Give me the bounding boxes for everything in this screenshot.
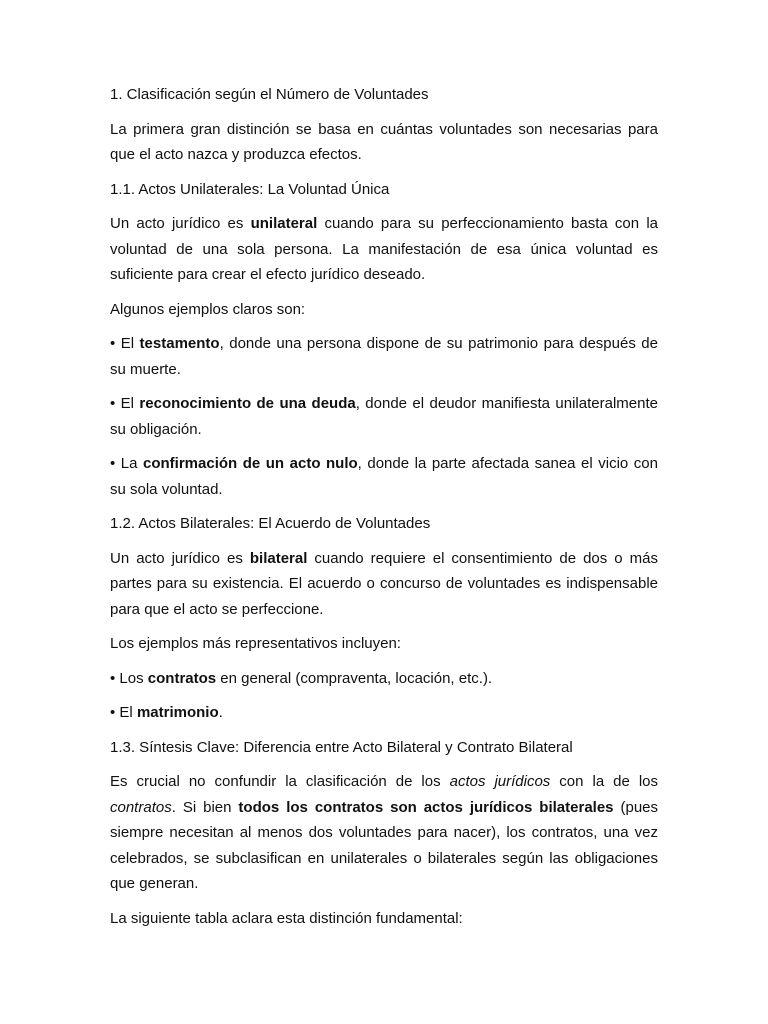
section-heading-1-2: 1.2. Actos Bilaterales: El Acuerdo de Voluntades <box>110 515 431 532</box>
bilateral-definition-paragraph <box>110 546 658 623</box>
bullet-item-reconocimiento <box>110 391 658 442</box>
bullet-term: confirmación de un acto nulo <box>143 455 358 472</box>
bullet-rest: . <box>218 704 223 721</box>
bullet-rest: , donde la parte afectada sanea el vicio con su sola voluntad. <box>110 455 658 498</box>
bullet-prefix: • El <box>110 335 140 352</box>
section-heading-1-3: 1.3. Síntesis Clave: Diferencia entre Acto Bilateral y Contrato Bilateral <box>110 738 573 756</box>
bullet-rest: , donde una persona dispone de su patrimonio para después de su muerte. <box>110 335 658 378</box>
section-heading-1-1: 1.1. Actos Unilaterales: La Voluntad Única <box>110 180 390 198</box>
bullet-prefix: • Los <box>110 669 148 687</box>
bullet-item-matrimonio <box>110 700 658 726</box>
bullet-term: matrimonio <box>136 704 219 721</box>
synthesis-text: (pues siempre necesitan al menos dos voluntades para nacer), los contratos, una vez celebrados, se subclasifican en unilaterales o bilaterales según las obligaciones que generan. <box>110 798 659 892</box>
bullet-item-testamento <box>110 331 658 382</box>
synthesis-bold-statement: todos los contratos son actos jurídicos bilaterales <box>238 798 614 816</box>
unilateral-def-before: Un acto jurídico es <box>110 215 251 232</box>
examples-intro-2: Los ejemplos más representativos incluyen: <box>110 635 401 652</box>
bullet-term: testamento <box>139 335 220 352</box>
synthesis-text: . Si bien <box>171 798 239 816</box>
synthesis-text: Es crucial no confundir la clasificación de los <box>110 773 450 790</box>
examples-intro-1: Algunos ejemplos claros son: <box>110 300 306 318</box>
unilateral-definition-paragraph <box>110 211 658 288</box>
bilateral-def-after: cuando requiere el consentimiento de dos o más partes para su existencia. El acuerdo o concurso de voluntades es indispensable para que el acto se perfeccione. <box>110 549 658 618</box>
bullet-rest: en general (compraventa, locación, etc.). <box>216 669 493 687</box>
document-page <box>110 82 658 940</box>
synthesis-italic-contratos: contratos <box>110 798 172 816</box>
bullet-prefix: • La <box>110 455 144 472</box>
bullet-term: reconocimiento de una deuda <box>139 395 356 412</box>
synthesis-paragraph <box>110 769 658 897</box>
synthesis-italic-actos: actos jurídicos <box>449 773 551 790</box>
synthesis-text: con la de los <box>550 773 659 790</box>
intro-paragraph: La primera gran distinción se basa en cuántas voluntades son necesarias para que el acto nazca y produzca efectos. <box>110 120 658 163</box>
bullet-item-contratos <box>110 666 658 692</box>
table-intro: La siguiente tabla aclara esta distinción fundamental: <box>110 909 463 927</box>
bullet-term: contratos <box>147 669 217 687</box>
bullet-rest: , donde el deudor manifiesta unilateralmente su obligación. <box>110 395 658 438</box>
bullet-prefix: • El <box>110 395 140 412</box>
unilateral-term: unilateral <box>250 215 318 232</box>
bilateral-term: bilateral <box>249 549 308 567</box>
bullet-prefix: • El <box>110 704 137 721</box>
unilateral-def-after: cuando para su perfeccionamiento basta con la voluntad de una sola persona. La manifestación de esa única voluntad es suficiente para crear el efecto jurídico deseado. <box>110 215 658 283</box>
bullet-item-confirmacion <box>110 451 658 502</box>
section-heading-1: 1. Clasificación según el Número de Voluntades <box>110 86 429 103</box>
bilateral-def-before: Un acto jurídico es <box>110 549 250 567</box>
